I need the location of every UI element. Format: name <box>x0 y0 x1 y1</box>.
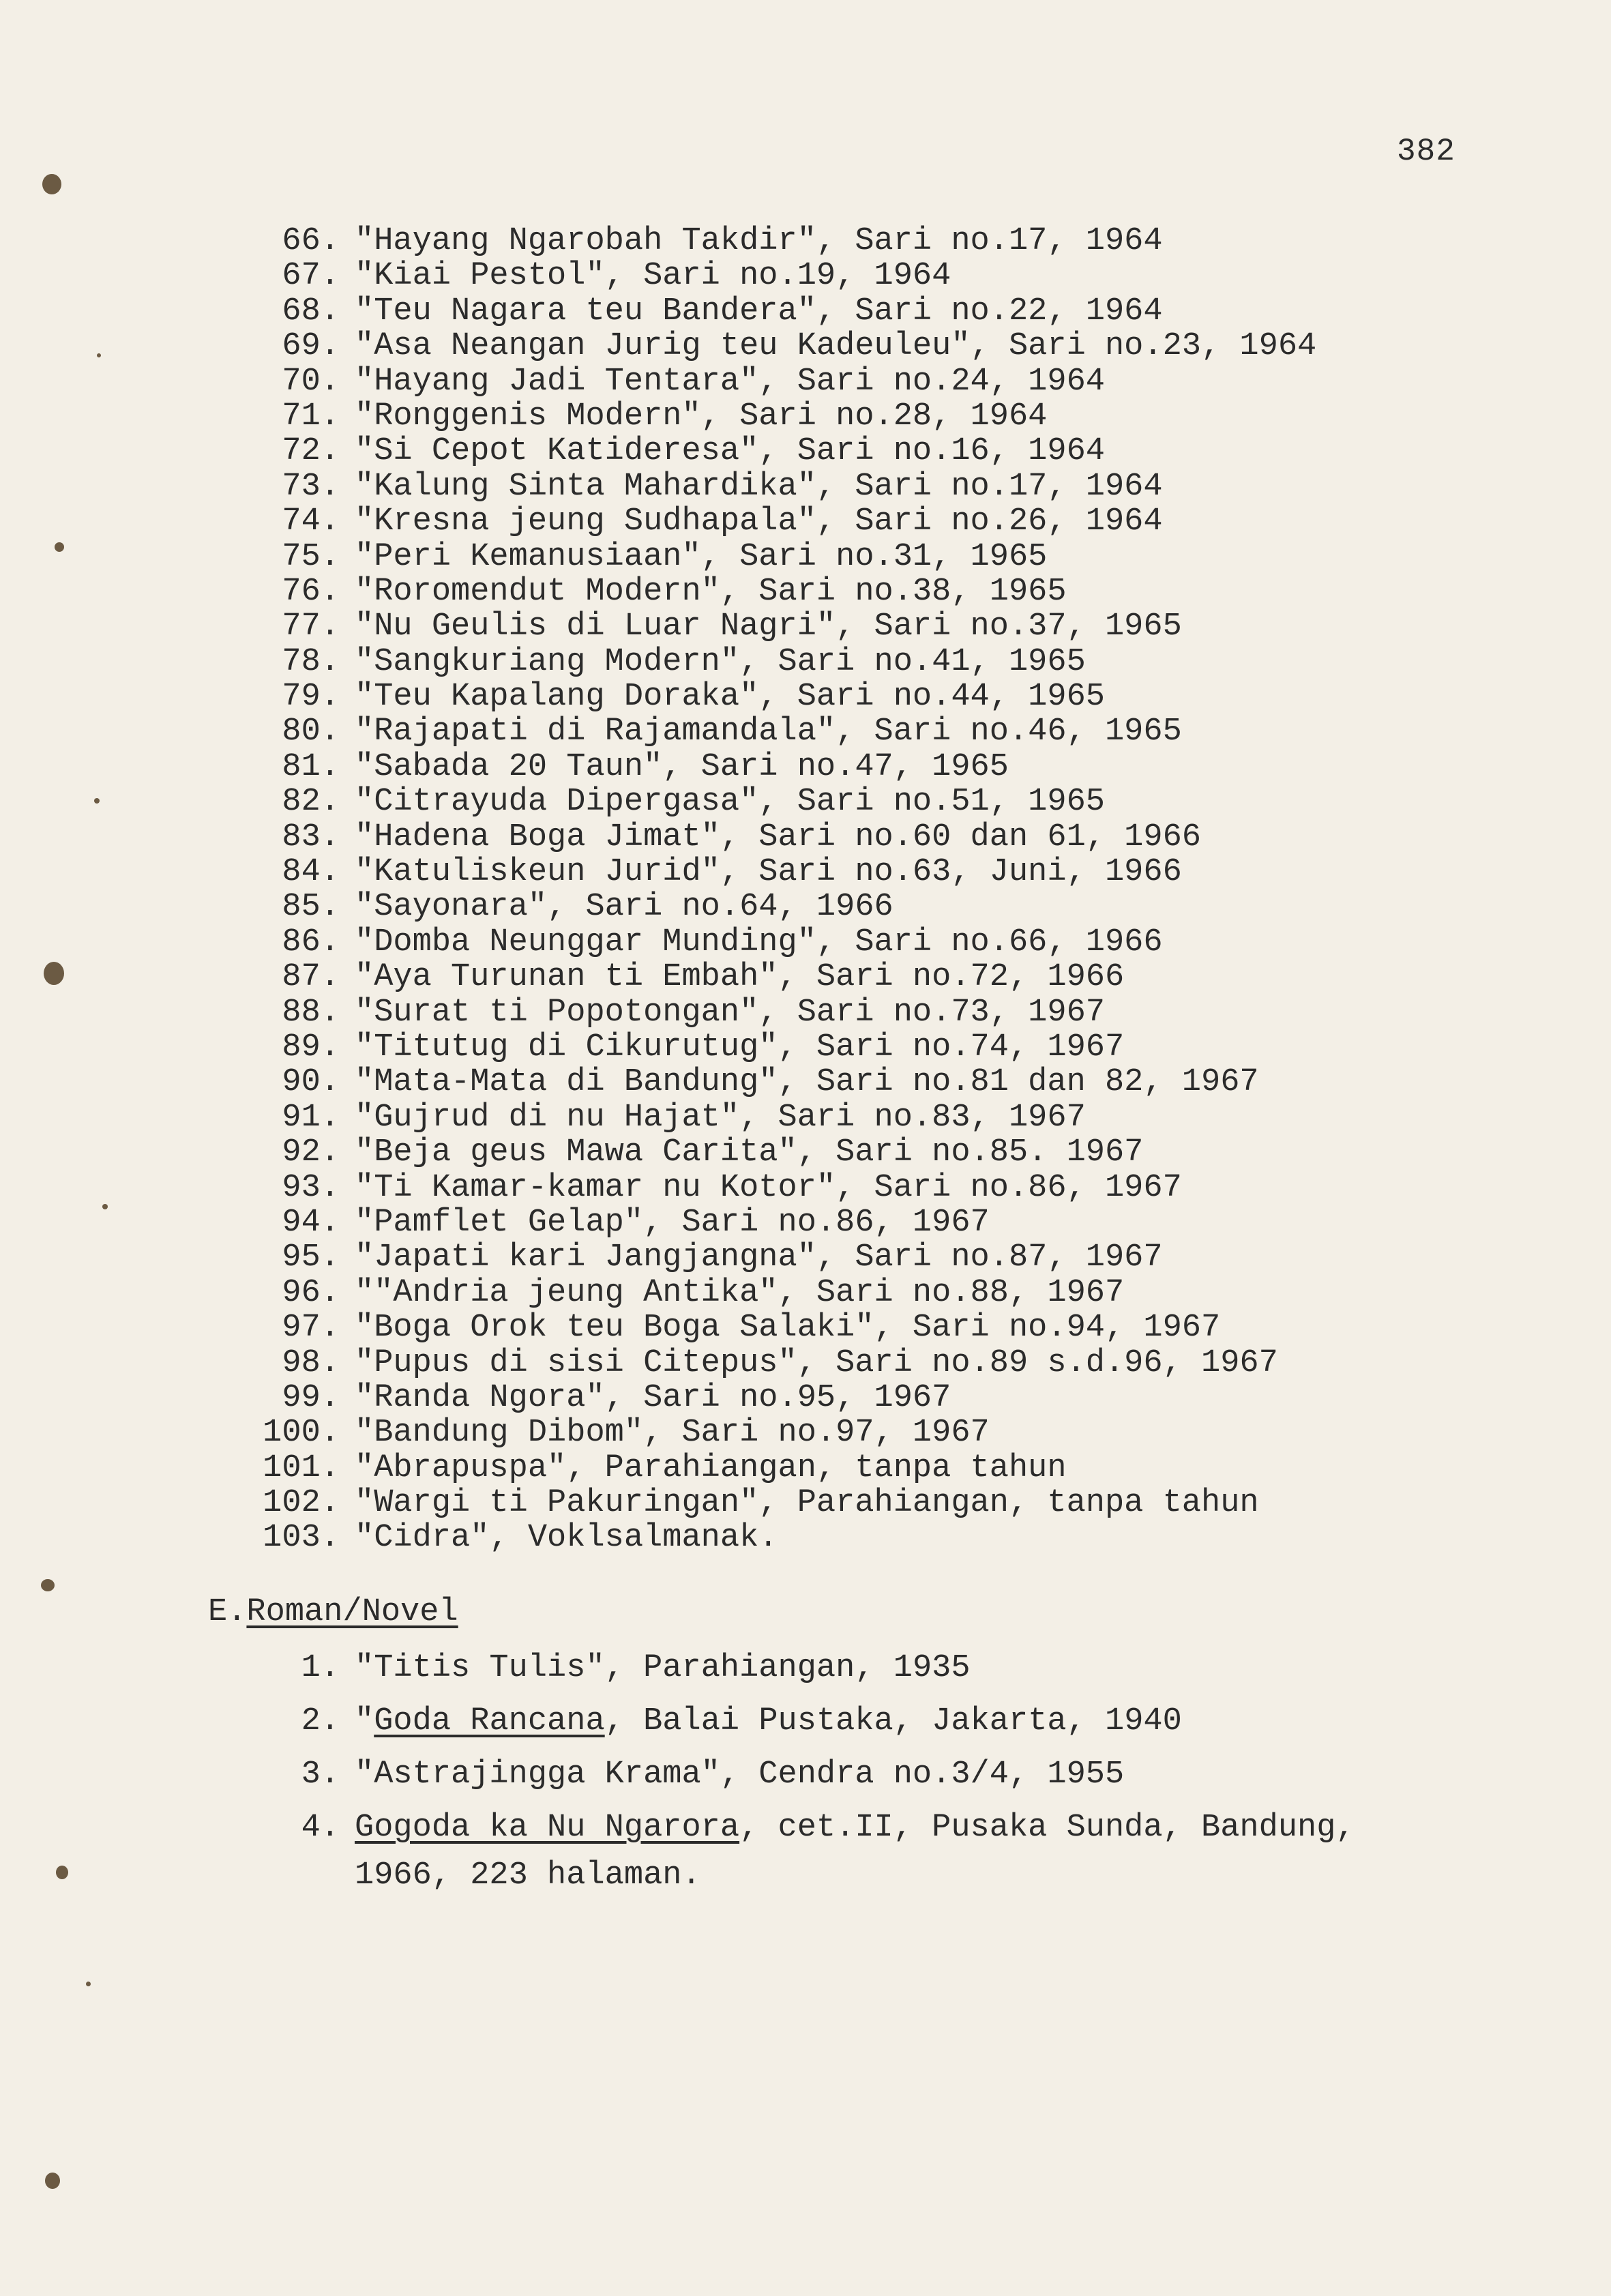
list-item-number: 76. <box>282 573 340 610</box>
list-item-number: 70. <box>282 363 340 400</box>
paper-speck <box>56 1866 68 1879</box>
list-item-number: 74. <box>282 503 340 540</box>
list-item-text: "Boga Orok teu Boga Salaki", Sari no.94, 1967 <box>355 1310 1221 1346</box>
list-item-text: "Mata-Mata di Bandung", Sari no.81 dan 82, 1967 <box>355 1064 1259 1101</box>
novel-item-number: 4. <box>301 1810 340 1846</box>
list-item <box>252 434 1548 469</box>
list-item-text: "Katuliskeun Jurid", Sari no.63, Juni, 1966 <box>355 854 1182 891</box>
list-item-text: "Sayonara", Sari no.64, 1966 <box>355 889 893 926</box>
list-item-number: 87. <box>282 959 340 996</box>
list-item-number: 80. <box>282 713 340 750</box>
list-item <box>252 1520 1548 1555</box>
novel-item-number: 2. <box>301 1703 340 1739</box>
list-item <box>252 1415 1548 1450</box>
novel-item-details: , cet.II, Pusaka Sunda, Bandung, <box>739 1810 1355 1846</box>
list-item-text: "Teu Kapalang Doraka", Sari no.44, 1965 <box>355 679 1105 716</box>
novel-list <box>252 1648 1548 1896</box>
story-list <box>252 224 1548 1556</box>
list-item <box>252 399 1548 434</box>
list-item-number: 85. <box>282 889 340 926</box>
list-item-number: 102. <box>263 1485 340 1522</box>
list-item-number: 84. <box>282 854 340 891</box>
list-item <box>252 1065 1548 1100</box>
list-item-text: "Citrayuda Dipergasa", Sari no.51, 1965 <box>355 784 1105 821</box>
list-item <box>252 679 1548 714</box>
list-item <box>252 504 1548 539</box>
section-title: Roman/Novel <box>246 1594 458 1630</box>
list-item-text: "Japati kari Jangjangna", Sari no.87, 1967 <box>355 1239 1163 1276</box>
list-item-text: "Bandung Dibom", Sari no.97, 1967 <box>355 1415 990 1452</box>
paper-speck <box>42 174 61 194</box>
novel-item-quote: " <box>355 1703 374 1739</box>
list-item <box>252 750 1548 784</box>
list-item-text: "Rajapati di Rajamandala", Sari no.46, 1965 <box>355 713 1182 750</box>
list-item-number: 90. <box>282 1064 340 1101</box>
list-item <box>252 609 1548 644</box>
list-item <box>252 1276 1548 1310</box>
list-item-number: 93. <box>282 1169 340 1206</box>
list-item-number: 98. <box>282 1344 340 1381</box>
list-item-number: 86. <box>282 924 340 960</box>
paper-speck <box>45 2173 60 2189</box>
list-item-number: 79. <box>282 679 340 716</box>
list-item-text: "Cidra", Voklsalmanak. <box>355 1520 778 1557</box>
list-item <box>252 1171 1548 1205</box>
novel-item <box>252 1808 1548 1849</box>
paper-speck <box>94 798 100 804</box>
list-item <box>252 925 1548 960</box>
novel-item <box>252 1754 1548 1795</box>
list-item <box>252 645 1548 679</box>
list-item-text: "Domba Neunggar Munding", Sari no.66, 1966 <box>355 924 1163 960</box>
list-item-number: 69. <box>282 328 340 365</box>
list-item-text: "Roromendut Modern", Sari no.38, 1965 <box>355 573 1067 610</box>
paper-speck <box>44 962 64 985</box>
list-item-number: 96. <box>282 1274 340 1311</box>
list-item-text: "Si Cepot Katideresa", Sari no.16, 1964 <box>355 433 1105 470</box>
list-item-number: 95. <box>282 1239 340 1276</box>
paper-speck <box>97 353 101 357</box>
novel-item-text <box>355 1808 1355 1849</box>
list-item <box>252 960 1548 995</box>
list-item-number: 83. <box>282 819 340 855</box>
list-item-number: 100. <box>263 1415 340 1452</box>
list-item <box>252 714 1548 749</box>
novel-item-number: 1. <box>301 1650 340 1686</box>
novel-item-text <box>355 1754 1124 1795</box>
list-item <box>252 329 1548 364</box>
list-item-text: "Nu Geulis di Luar Nagri", Sari no.37, 1965 <box>355 608 1182 645</box>
list-item-number: 91. <box>282 1099 340 1136</box>
list-item-text: "Sabada 20 Taun", Sari no.47, 1965 <box>355 748 1009 785</box>
page-number: 382 <box>1397 134 1455 169</box>
list-item-text: "Surat ti Popotongan", Sari no.73, 1967 <box>355 994 1105 1031</box>
novel-item-title: "Astrajingga Krama" <box>355 1756 720 1793</box>
list-item-text: "Kresna jeung Sudhapala", Sari no.26, 1964 <box>355 503 1163 540</box>
novel-item-details: , Parahiangan, 1935 <box>604 1650 971 1686</box>
novel-item-text <box>355 1701 1182 1742</box>
list-item-text: "Sangkuriang Modern", Sari no.41, 1965 <box>355 643 1086 680</box>
paper-speck <box>41 1579 55 1591</box>
paper-speck <box>102 1204 108 1209</box>
list-item <box>252 469 1548 504</box>
list-item <box>252 574 1548 609</box>
list-item-number: 81. <box>282 748 340 785</box>
paper-speck <box>55 542 64 552</box>
list-item <box>252 1135 1548 1170</box>
list-item <box>252 855 1548 889</box>
novel-item-title: Gogoda ka Nu Ngarora <box>355 1810 740 1846</box>
list-item-number: 99. <box>282 1379 340 1416</box>
novel-item-title: "Titis Tulis" <box>355 1650 605 1686</box>
list-item-text: "Beja geus Mawa Carita", Sari no.85. 1967 <box>355 1134 1144 1171</box>
list-item-number: 72. <box>282 433 340 470</box>
list-item <box>252 1486 1548 1520</box>
list-item-number: 82. <box>282 784 340 821</box>
list-item-text: "Asa Neangan Jurig teu Kadeuleu", Sari no.23, 1964 <box>355 328 1317 365</box>
list-item-text: "Hadena Boga Jimat", Sari no.60 dan 61, 1966 <box>355 819 1202 855</box>
list-item-text: "Ti Kamar-kamar nu Kotor", Sari no.86, 1967 <box>355 1169 1182 1206</box>
list-item-text: "Aya Turunan ti Embah", Sari no.72, 1966 <box>355 959 1125 996</box>
novel-item <box>252 1701 1548 1742</box>
novel-item <box>252 1648 1548 1689</box>
list-item-text: "Kiai Pestol", Sari no.19, 1964 <box>355 258 951 295</box>
list-item <box>252 1451 1548 1486</box>
list-item-text: "Wargi ti Pakuringan", Parahiangan, tanpa tahun <box>355 1485 1259 1522</box>
list-item-text: "Ronggenis Modern", Sari no.28, 1964 <box>355 398 1048 435</box>
paper-speck <box>86 1982 91 1986</box>
list-item <box>252 224 1548 259</box>
list-item <box>252 294 1548 329</box>
list-item-number: 78. <box>282 643 340 680</box>
list-item <box>252 1100 1548 1135</box>
novel-item-continuation: 1966, 223 halaman. <box>355 1857 701 1894</box>
list-item-text: "Pamflet Gelap", Sari no.86, 1967 <box>355 1204 990 1241</box>
list-item <box>252 820 1548 855</box>
novel-item-details: , Cendra no.3/4, 1955 <box>720 1756 1125 1793</box>
list-item-text: "Kalung Sinta Mahardika", Sari no.17, 1964 <box>355 468 1163 505</box>
list-item-text: "Hayang Ngarobah Takdir", Sari no.17, 1964 <box>355 223 1163 259</box>
list-item-number: 88. <box>282 994 340 1031</box>
list-item <box>252 889 1548 924</box>
list-item-number: 103. <box>263 1520 340 1557</box>
list-item <box>252 784 1548 819</box>
novel-item-text <box>355 1648 971 1689</box>
list-item-text: "Abrapuspa", Parahiangan, tanpa tahun <box>355 1449 1067 1486</box>
list-item-number: 89. <box>282 1029 340 1065</box>
novel-item-title: Goda Rancana <box>374 1703 605 1739</box>
list-item-text: "Titutug di Cikurutug", Sari no.74, 1967 <box>355 1029 1125 1065</box>
list-item-text: "Peri Kemanusiaan", Sari no.31, 1965 <box>355 538 1048 575</box>
list-item-number: 75. <box>282 538 340 575</box>
list-item-number: 71. <box>282 398 340 435</box>
list-item <box>252 1030 1548 1065</box>
list-item-number: 66. <box>282 223 340 259</box>
list-item-text: "Hayang Jadi Tentara", Sari no.24, 1964 <box>355 363 1105 400</box>
list-item <box>252 1310 1548 1345</box>
list-item-text: "Gujrud di nu Hajat", Sari no.83, 1967 <box>355 1099 1086 1136</box>
list-item <box>252 364 1548 399</box>
list-item-number: 94. <box>282 1204 340 1241</box>
list-item-text: ""Andria jeung Antika", Sari no.88, 1967 <box>355 1274 1125 1311</box>
list-item <box>252 1381 1548 1415</box>
list-item-text: "Randa Ngora", Sari no.95, 1967 <box>355 1379 951 1416</box>
list-item <box>252 995 1548 1030</box>
list-item-number: 92. <box>282 1134 340 1171</box>
novel-item-number: 3. <box>301 1756 340 1793</box>
list-item <box>252 1346 1548 1381</box>
list-item-number: 68. <box>282 293 340 329</box>
list-item <box>252 1205 1548 1240</box>
list-item-number: 101. <box>263 1449 340 1486</box>
list-item-number: 73. <box>282 468 340 505</box>
list-item <box>252 1240 1548 1275</box>
list-item-text: "Teu Nagara teu Bandera", Sari no.22, 1964 <box>355 293 1163 329</box>
section-prefix: E. <box>208 1594 247 1630</box>
list-item-number: 77. <box>282 608 340 645</box>
section-heading <box>208 1593 458 1632</box>
novel-item-details: , Balai Pustaka, Jakarta, 1940 <box>604 1703 1182 1739</box>
list-item <box>252 540 1548 574</box>
list-item-text: "Pupus di sisi Citepus", Sari no.89 s.d.96, 1967 <box>355 1344 1278 1381</box>
list-item-number: 67. <box>282 258 340 295</box>
list-item-number: 97. <box>282 1310 340 1346</box>
list-item <box>252 259 1548 293</box>
